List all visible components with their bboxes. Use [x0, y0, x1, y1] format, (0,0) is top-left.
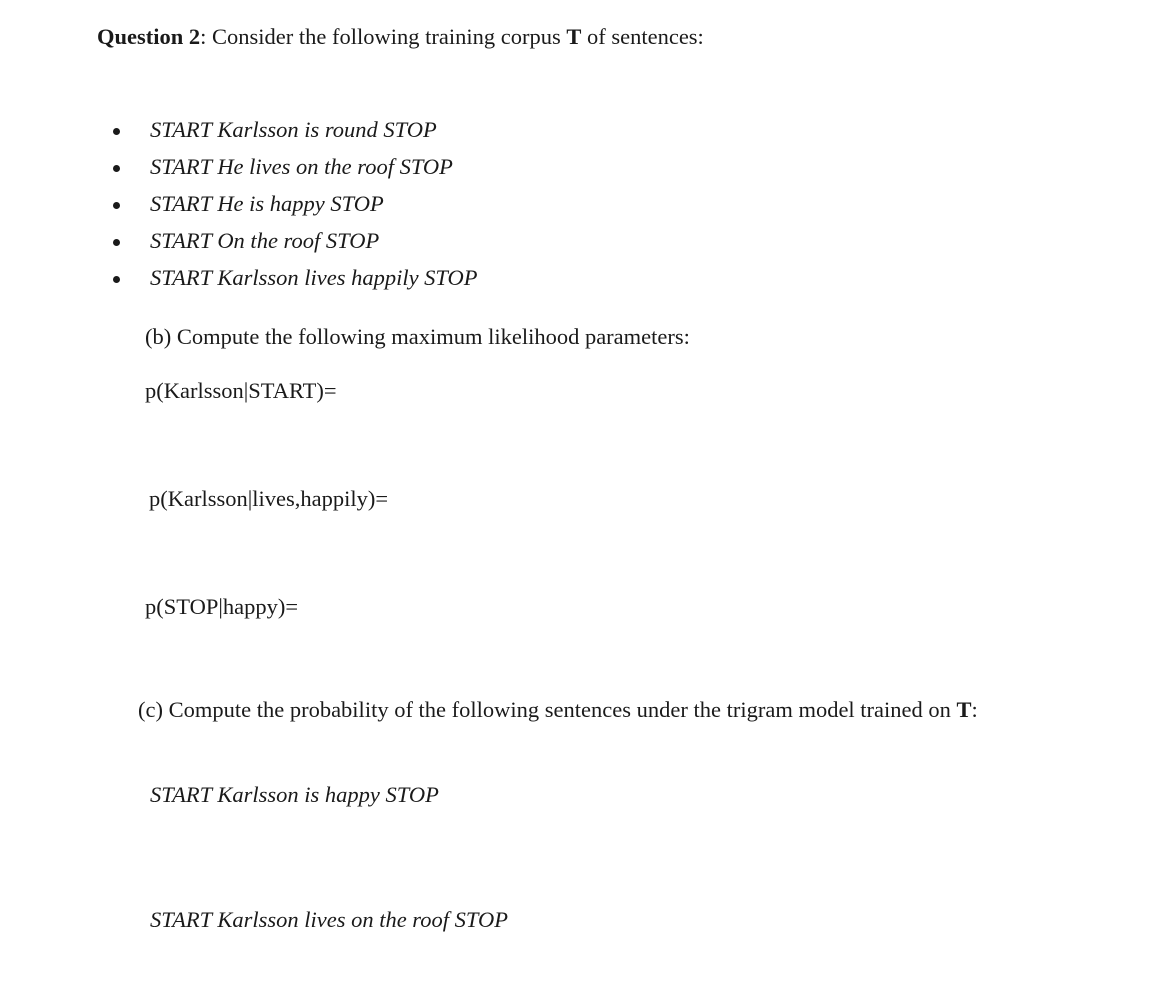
parameter-item: p(Karlsson|START)= [145, 378, 337, 403]
corpus-sentence: START He lives on the roof STOP [150, 154, 453, 179]
part-b-heading: (b) Compute the following maximum likelihood parameters: [145, 324, 690, 349]
part-c-heading-after: : [971, 697, 978, 722]
question-intro-before: : Consider the following training corpus [200, 24, 567, 49]
parameter-item: p(Karlsson|lives,happily)= [149, 486, 389, 511]
bullet-icon [113, 128, 120, 135]
bullet-icon [113, 276, 120, 283]
corpus-sentence: START On the roof STOP [150, 228, 380, 253]
question-heading [97, 24, 704, 50]
corpus-sentence: START Karlsson is round STOP [150, 117, 437, 142]
corpus-sentence: START He is happy STOP [150, 191, 384, 216]
question-intro-after: of sentences: [581, 24, 704, 49]
bullet-icon [113, 202, 120, 209]
part-c-heading-before: (c) Compute the probability of the following sentences under the trigram model trained on [138, 697, 957, 722]
test-sentence: START Karlsson lives on the roof STOP [150, 907, 508, 932]
test-sentence: START Karlsson is happy STOP [150, 782, 439, 807]
bullet-icon [113, 165, 120, 172]
corpus-sentence: START Karlsson lives happily STOP [150, 265, 478, 290]
corpus-symbol: T [566, 24, 582, 49]
question-label: Question 2 [97, 24, 201, 49]
parameter-item: p(STOP|happy)= [145, 594, 299, 619]
bullet-icon [113, 239, 120, 246]
corpus-symbol: T [956, 697, 972, 722]
part-c-heading [138, 697, 978, 723]
